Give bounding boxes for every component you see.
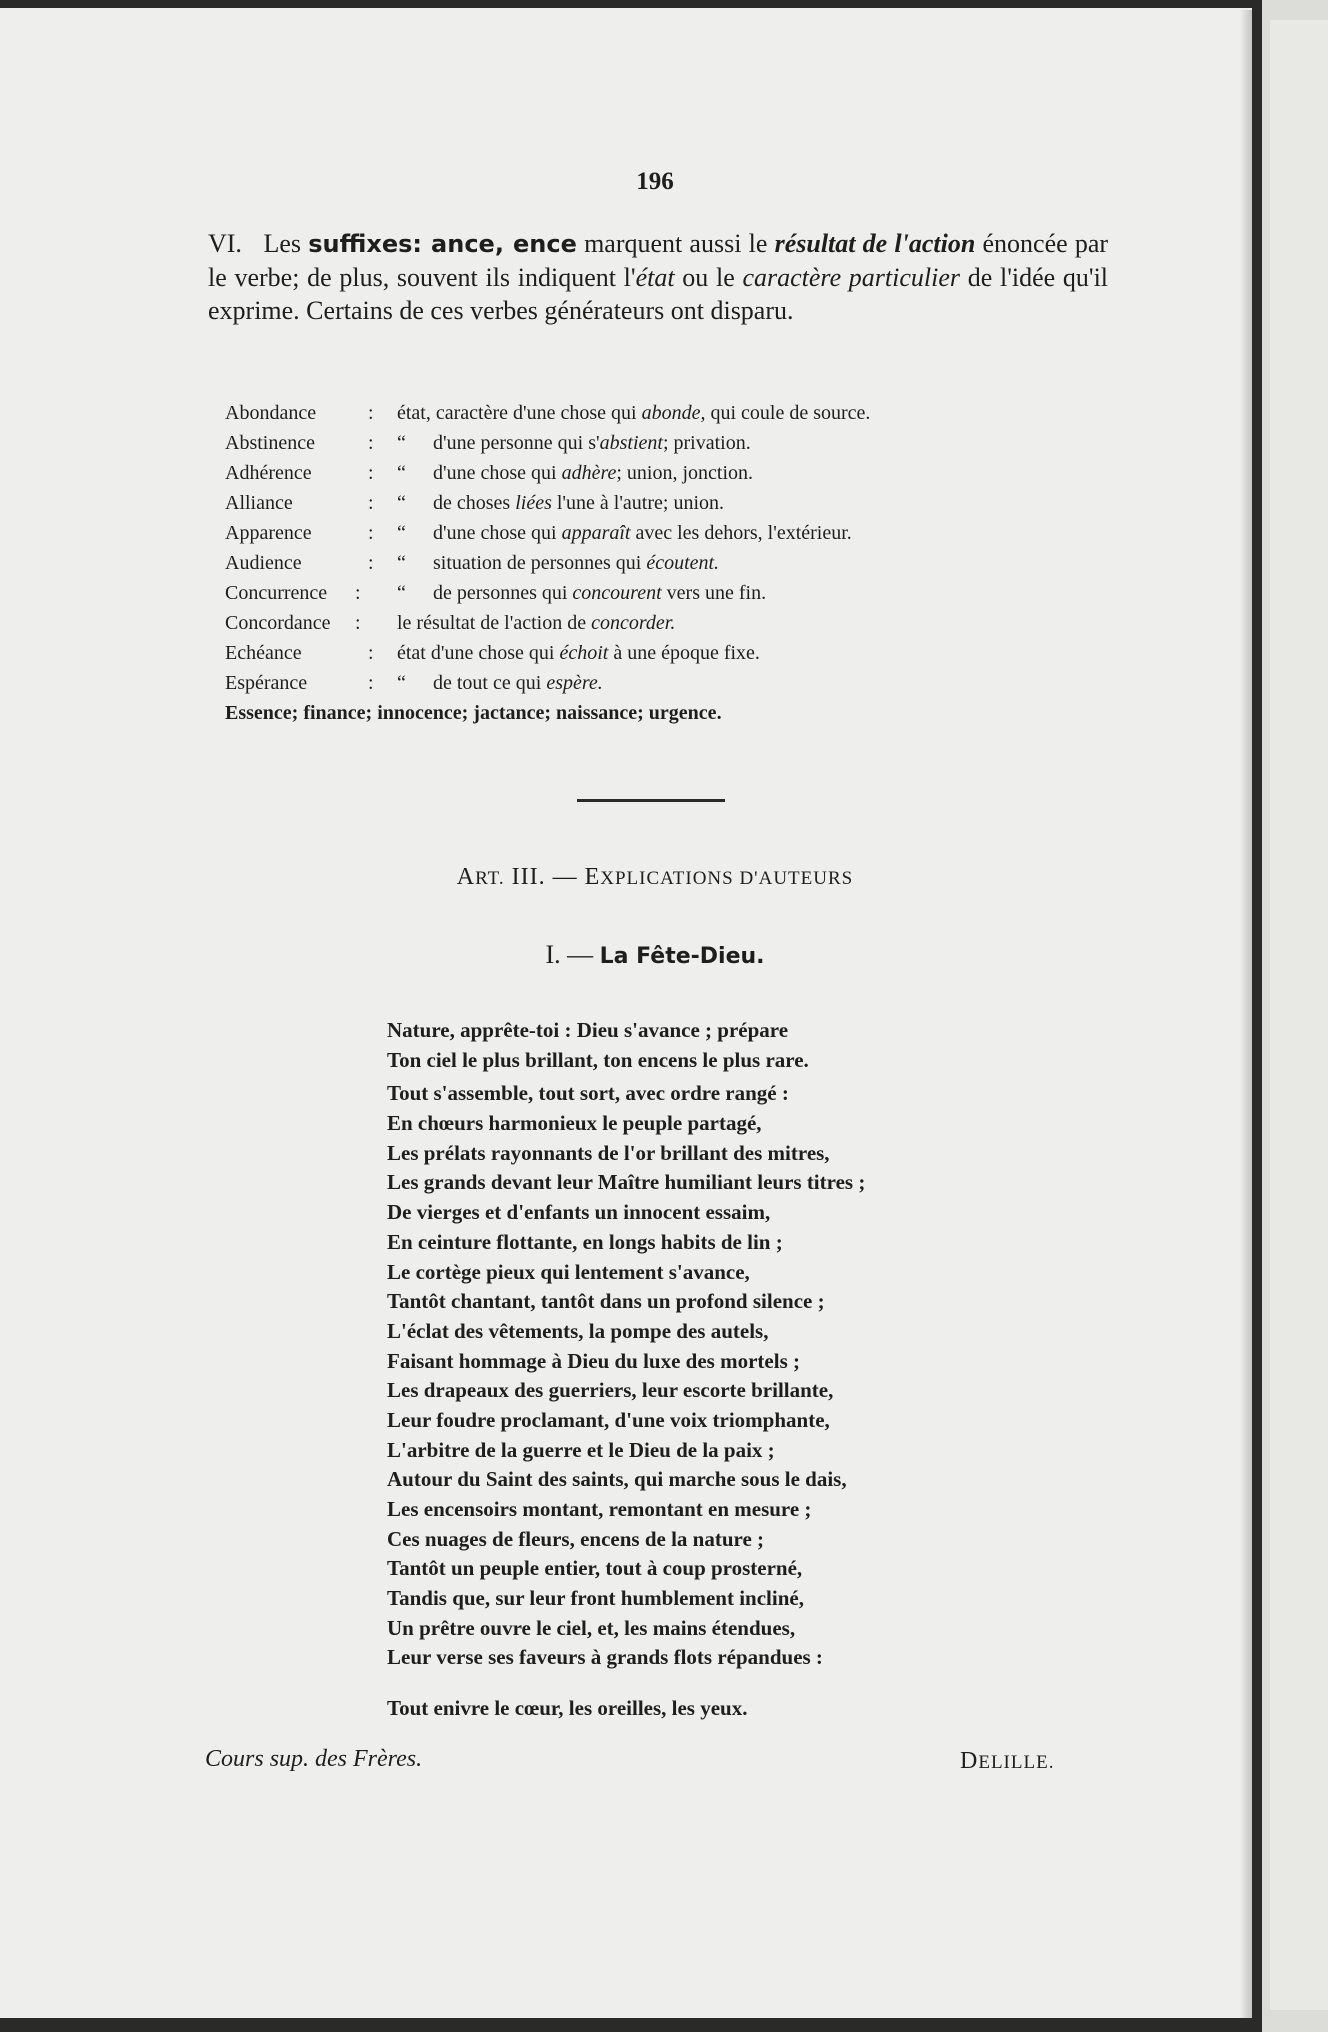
definition-row: [225, 578, 767, 608]
definition-text: “ de tout ce qui espère.: [397, 668, 603, 698]
poem-line: Les encensoirs montant, remontant en mesure ;: [387, 1497, 812, 1521]
page-number: 196: [636, 168, 674, 195]
definition-term: Audience: [225, 552, 302, 574]
definition-colon: :: [368, 462, 374, 484]
ditto-mark: “: [397, 462, 406, 484]
definition-term: Concordance: [225, 612, 331, 634]
book-page: [0, 8, 1252, 2018]
definition-term: Alliance: [225, 492, 293, 514]
poem-line: Tantôt chantant, tantôt dans un profond silence ;: [387, 1289, 825, 1314]
definition-text: “ de choses liées l'une à l'autre; union.: [397, 488, 724, 518]
ditto-mark: “: [397, 492, 406, 514]
definition-colon: :: [368, 522, 374, 544]
poem-line: Nature, apprête-toi : Dieu s'avance ; prépare: [387, 1018, 789, 1042]
definition-text: “ d'une personne qui s'abstient; privation.: [397, 428, 751, 458]
definition-row: [225, 518, 852, 548]
additional-words: Essence; finance; innocence; jactance; naissance; urgence.: [225, 702, 722, 724]
poem-line: Autour du Saint des saints, qui marche sous le dais,: [387, 1467, 847, 1492]
author-name: DELILLE.: [960, 1748, 1055, 1774]
poem-line: L'éclat des vêtements, la pompe des autels,: [387, 1318, 769, 1343]
definition-term: Echéance: [225, 642, 302, 664]
ditto-mark: “: [397, 432, 406, 454]
definition-text: “ d'une chose qui adhère; union, jonction.: [397, 458, 753, 488]
definition-term: Adhérence: [225, 462, 312, 484]
definition-text: “ d'une chose qui apparaît avec les dehors, l'extérieur.: [397, 518, 852, 548]
definition-row: [225, 398, 871, 428]
definition-colon: :: [355, 612, 361, 634]
definition-colon: :: [368, 552, 374, 574]
definition-row: [225, 608, 722, 638]
suffixes-label: suffixes: ance, ence: [308, 230, 577, 258]
definition-term: Apparence: [225, 522, 312, 544]
definition-text: “ de personnes qui concourent vers une fin.: [397, 578, 766, 608]
source-citation: Cours sup. des Frères.: [205, 1746, 423, 1772]
ditto-mark: “: [397, 672, 406, 694]
poem-line: Le cortège pieux qui lentement s'avance,: [387, 1259, 750, 1284]
poem-line: Leur foudre proclamant, d'une voix triomphante,: [387, 1407, 830, 1432]
section-numeral: VI.: [208, 229, 242, 258]
page-edge-shadow: [1240, 10, 1252, 2018]
definition-text: état, caractère d'une chose qui abonde, qui coule de source.: [397, 402, 871, 424]
definition-row: [225, 458, 754, 488]
poem-line: Ces nuages de fleurs, encens de la nature ;: [387, 1526, 765, 1551]
poem-line: Tout s'assemble, tout sort, avec ordre rangé :: [387, 1081, 789, 1106]
definition-text: état d'une chose qui échoit à une époque fixe.: [397, 642, 760, 664]
poem-line: En chœurs harmonieux le peuple partagé,: [387, 1111, 762, 1136]
definition-row: [225, 668, 722, 698]
poem-line: L'arbitre de la guerre et le Dieu de la paix ;: [387, 1437, 775, 1462]
definition-list: [225, 398, 871, 728]
ditto-mark: “: [397, 522, 406, 544]
definition-term: Abstinence: [225, 432, 315, 454]
definition-term: Espérance: [225, 672, 308, 694]
ditto-mark: “: [397, 582, 406, 604]
poem-line: Tandis que, sur leur front humblement incliné,: [387, 1586, 804, 1611]
poem-line: Faisant hommage à Dieu du luxe des mortels ;: [387, 1348, 800, 1373]
poem-body: [387, 1016, 865, 1673]
adjacent-page-edge: [1262, 0, 1328, 2032]
article-heading: ART. III. — EXPLICATIONS D'AUTEURS: [456, 864, 854, 890]
definition-colon: :: [368, 432, 374, 454]
poem-line: Tantôt un peuple entier, tout à coup prosterné,: [387, 1556, 803, 1581]
poem-line: Leur verse ses faveurs à grands flots répandues :: [387, 1645, 823, 1670]
definition-row: [225, 488, 725, 518]
definition-colon: :: [368, 492, 374, 514]
definition-row: [225, 428, 751, 458]
poem-line: Ton ciel le plus brillant, ton encens le plus rare.: [387, 1047, 809, 1072]
definition-colon: :: [368, 672, 374, 694]
poem-line: Les grands devant leur Maître humiliant leurs titres ;: [387, 1170, 866, 1195]
definition-row: [225, 638, 760, 668]
definition-term: Abondance: [225, 402, 317, 424]
poem-line: Les prélats rayonnants de l'or brillant des mitres,: [387, 1140, 830, 1165]
definition-text: “ situation de personnes qui écoutent.: [397, 548, 719, 578]
poem-line: En ceinture flottante, en longs habits de lin ;: [387, 1229, 783, 1254]
ditto-mark: “: [397, 552, 406, 574]
poem-line: Les drapeaux des guerriers, leur escorte brillante,: [387, 1378, 834, 1403]
definition-colon: :: [355, 582, 361, 604]
poem-line: De vierges et d'enfants un innocent essaim,: [387, 1200, 771, 1225]
definition-colon: :: [368, 402, 374, 424]
definition-term: Concurrence: [225, 582, 328, 604]
intro-paragraph: VI. Les suffixes: ance, ence marquent aussi le résultat de l'action énoncée par le verbe; de plus, souvent ils indiquent l'état ou le caractère particulier de l'idée qu'il exprime. Certains de ces verbes générateurs ont disparu.: [208, 229, 1109, 325]
poem-last-line: Tout enivre le cœur, les oreilles, les yeux.: [387, 1696, 748, 1720]
poem-title: I. — La Fête-Dieu.: [545, 940, 765, 969]
definition-text: le résultat de l'action de concorder.: [397, 612, 676, 634]
definition-row: [225, 548, 722, 578]
section-divider: [577, 799, 725, 802]
poem-line: Un prêtre ouvre le ciel, et, les mains étendues,: [387, 1615, 796, 1640]
definition-colon: :: [368, 642, 374, 664]
